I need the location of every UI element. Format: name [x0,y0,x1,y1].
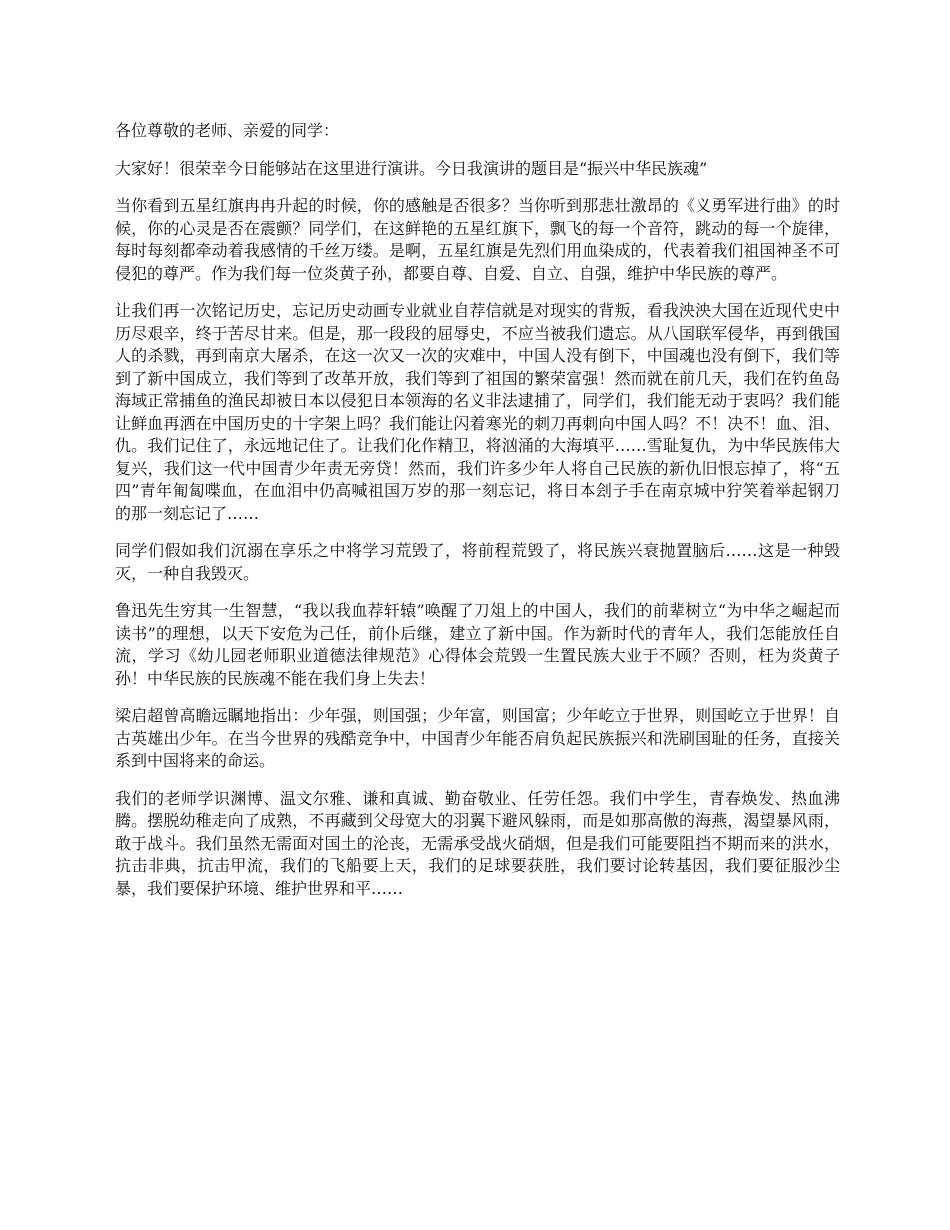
body-paragraph-warning: 同学们假如我们沉溺在享乐之中将学习荒毁了，将前程荒毁了，将民族兴衰抛置脑后……这是一种毁灭，一种自我毁灭。 [115,541,840,583]
body-paragraph-luxun: 鲁迅先生穷其一生智慧，“我以我血荐轩辕”唤醒了刀俎上的中国人，我们的前辈树立“为中华之崛起而读书”的理想，以天下安危为己任，前仆后继，建立了新中国。作为新时代的青年人，我们怎能放任自流，学习《幼儿园老师职业道德法律规范》心得体会荒毁一生置民族大业于不顾？否则，枉为炎黄子孙！中华民族的民族魂不能在我们身上失去！ [115,601,840,688]
body-paragraph-students: 我们的老师学识渊博、温文尔雅、谦和真诚、勤奋敬业、任劳任怨。我们中学生，青春焕发、热血沸腾。摆脱幼稚走向了成熟，不再藏到父母宽大的羽翼下避风躲雨，而是如那高傲的海燕，渴望暴风雨，敢于战斗。我们虽然无需面对国土的沦丧，无需承受战火硝烟，但是我们可能要阻挡不期而来的洪水，抗击非典，抗击甲流，我们的飞船要上天，我们的足球要获胜，我们要讨论转基因，我们要征服沙尘暴，我们要保护环境、维护世界和平…… [115,788,840,898]
body-paragraph-history: 让我们再一次铭记历史，忘记历史动画专业就业自荐信就是对现实的背叛，看我泱泱大国在近现代史中历尽艰辛，终于苦尽甘来。但是，那一段段的屈辱史，不应当被我们遗忘。从八国联军侵华，再到俄国人的杀戮，再到南京大屠杀，在这一次又一次的灾难中，中国人没有倒下，中国魂也没有倒下，我们等到了新中国成立，我们等到了改革开放，我们等到了祖国的繁荣富强！然而就在前几天，我们在钓鱼岛海域正常捕鱼的渔民却被日本以侵犯日本领海的名义非法逮捕了，同学们，我们能无动于衷吗？我们能让鲜血再洒在中国历史的十字架上吗？我们能让闪着寒光的刺刀再刺向中国人吗？不！决不！血、泪、仇。我们记住了，永远地记住了。让我们化作精卫，将汹涌的大海填平……雪耻复仇，为中华民族伟大复兴，我们这一代中国青少年责无旁贷！然而，我们许多少年人将自己民族的新仇旧恨忘掉了，将“五四”青年匍匐喋血，在血泪中仍高喊祖国万岁的那一刻忘记，将日本刽子手在南京城中狞笑着举起钢刀的那一刻忘记了…… [115,301,840,523]
greeting-paragraph: 大家好！很荣幸今日能够站在这里进行演讲。今日我演讲的题目是“振兴中华民族魂” [115,158,708,178]
document-body [115,120,840,915]
body-paragraph-flag: 当你看到五星红旗冉冉升起的时候，你的感触是否很多？当你听到那悲壮激昂的《义勇军进行曲》的时候，你的心灵是否在震颤？同学们，在这鲜艳的五星红旗下，飘飞的每一个音符，跳动的每一个旋律，每时每刻都牵动着我感情的千丝万缕。是啊，五星红旗是先烈们用血染成的，代表着我们祖国神圣不可侵犯的尊严。作为我们每一位炎黄子孙，都要自尊、自爱、自立、自强，维护中华民族的尊严。 [115,196,840,283]
salutation: 各位尊敬的老师、亲爱的同学： [115,121,340,140]
body-paragraph-liangqichao: 梁启超曾高瞻远瞩地指出：少年强，则国强；少年富，则国富；少年屹立于世界，则国屹立于世界！自古英雄出少年。在当今世界的残酷竞争中，中国青少年能否肩负起民族振兴和洗刷国耻的任务，直接关系到中国将来的命运。 [115,706,840,770]
